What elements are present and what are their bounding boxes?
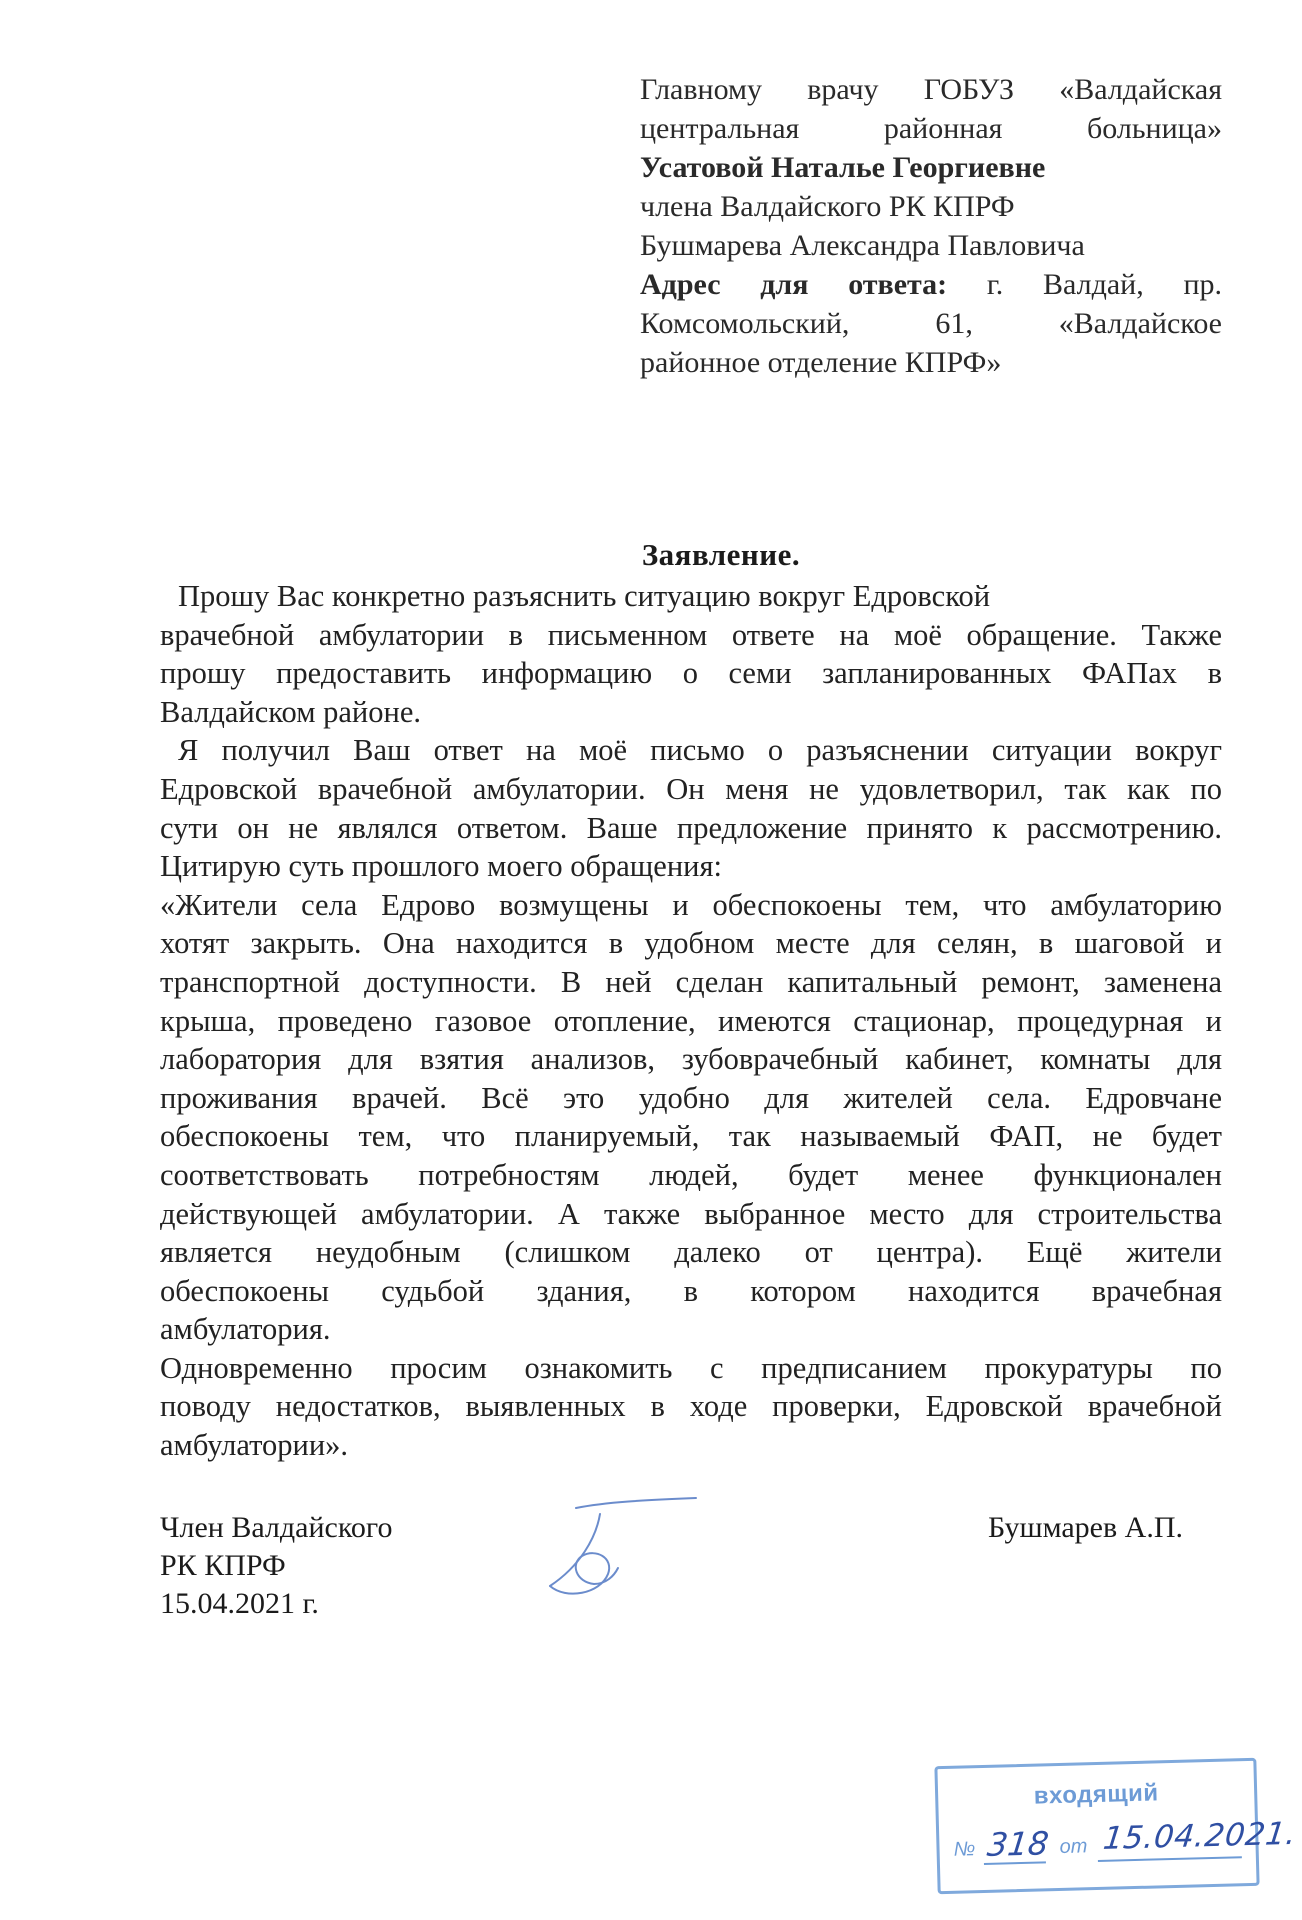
- stamp-number: 318: [985, 1824, 1051, 1864]
- signer-role-line-1: Член Валдайского: [160, 1511, 393, 1544]
- body-p1-line: прошу предоставить информацию о семи запланированных ФАПах в: [160, 656, 1222, 691]
- body-quote-line: «Жители села Едрово возмущены и обеспокоены тем, что амбулаторию: [160, 887, 1222, 922]
- document-title-text: Заявление.: [641, 537, 801, 572]
- signature-block-left: [160, 1509, 392, 1623]
- body-p2-line: Цитирую суть прошлого моего обращения:: [160, 849, 722, 884]
- body-p1-line: врачебной амбулатории в письменном ответе на моё обращение. Также: [160, 617, 1222, 652]
- body-quote-line: проживания врачей. Всё это удобно для жителей села. Едровчане: [160, 1080, 1222, 1115]
- stamp-title: входящий: [1033, 1779, 1159, 1810]
- stamp-date: 15.04.2021.: [1101, 1815, 1299, 1857]
- body-p4-line: Одновременно просим ознакомить с предписанием прокуратуры по: [160, 1350, 1222, 1385]
- body-quote-line: лаборатория для взятия анализов, зубоврачебный кабинет, комнаты для: [160, 1042, 1222, 1077]
- body-quote-line: соответствовать потребностям людей, будет менее функционален: [160, 1157, 1222, 1192]
- stamp-underline: [1098, 1856, 1242, 1862]
- stamp-underline: [984, 1861, 1046, 1865]
- sender-name: Бушмарева Александра Павловича: [640, 229, 1085, 262]
- stamp-from-label: от: [1059, 1835, 1088, 1858]
- reply-address-value-1: г. Валдай, пр.: [986, 268, 1223, 301]
- addressee-block: [640, 70, 1222, 382]
- body-p1-line: Валдайском районе.: [160, 694, 421, 729]
- reply-address-label: Адрес для ответа:: [640, 268, 948, 301]
- body-quote-line: крыша, проведено газовое отопление, имеются стационар, процедурная и: [160, 1003, 1222, 1038]
- body-quote-line: действующей амбулатории. А также выбранное место для строительства: [160, 1196, 1222, 1231]
- body-p2-line: сути он не являлся ответом. Ваше предложение принято к рассмотрению.: [160, 810, 1222, 845]
- body-quote-line: амбулатория.: [160, 1312, 331, 1347]
- addressee-line-2: центральная районная больница»: [640, 112, 1222, 145]
- body-p4-line: амбулатории».: [160, 1428, 349, 1463]
- document-body: [160, 577, 1222, 1465]
- incoming-stamp: [934, 1758, 1299, 1894]
- handwritten-signature: [536, 1488, 716, 1608]
- document-date: 15.04.2021 г.: [160, 1587, 319, 1620]
- body-p2-line: Едровской врачебной амбулатории. Он меня не удовлетворил, так как по: [160, 771, 1222, 806]
- reply-address-line-3: районное отделение КПРФ»: [640, 346, 1002, 379]
- body-p2-line: Я получил Ваш ответ на моё письмо о разъяснении ситуации вокруг: [178, 733, 1222, 768]
- signer-role-line-2: РК КПРФ: [160, 1549, 286, 1582]
- body-quote-line: обеспокоены судьбой здания, в котором находится врачебная: [160, 1273, 1222, 1308]
- reply-address-line-2: Комсомольский, 61, «Валдайское: [640, 307, 1222, 340]
- signer-name: Бушмарев А.П.: [988, 1511, 1183, 1544]
- stamp-number-label: №: [953, 1838, 976, 1861]
- body-quote-line: транспортной доступности. В ней сделан капитальный ремонт, заменена: [160, 964, 1222, 999]
- sender-role: члена Валдайского РК КПРФ: [640, 190, 1015, 223]
- body-quote-line: хотят закрыть. Она находится в удобном месте для селян, в шаговой и: [160, 926, 1222, 961]
- reply-address-line-1: [640, 265, 1222, 304]
- body-p1-line: Прошу Вас конкретно разъяснить ситуацию вокруг Едровской: [178, 579, 991, 613]
- addressee-line-1: Главному врачу ГОБУЗ «Валдайская: [640, 73, 1222, 106]
- document-title: [0, 535, 1302, 575]
- body-quote-line: обеспокоены тем, что планируемый, так называемый ФАП, не будет: [160, 1119, 1222, 1154]
- body-p4-line: поводу недостатков, выявленных в ходе проверки, Едровской врачебной: [160, 1389, 1222, 1424]
- body-quote-line: является неудобным (слишком далеко от центра). Ещё жители: [160, 1235, 1222, 1270]
- addressee-name: Усатовой Наталье Георгиевне: [640, 151, 1046, 184]
